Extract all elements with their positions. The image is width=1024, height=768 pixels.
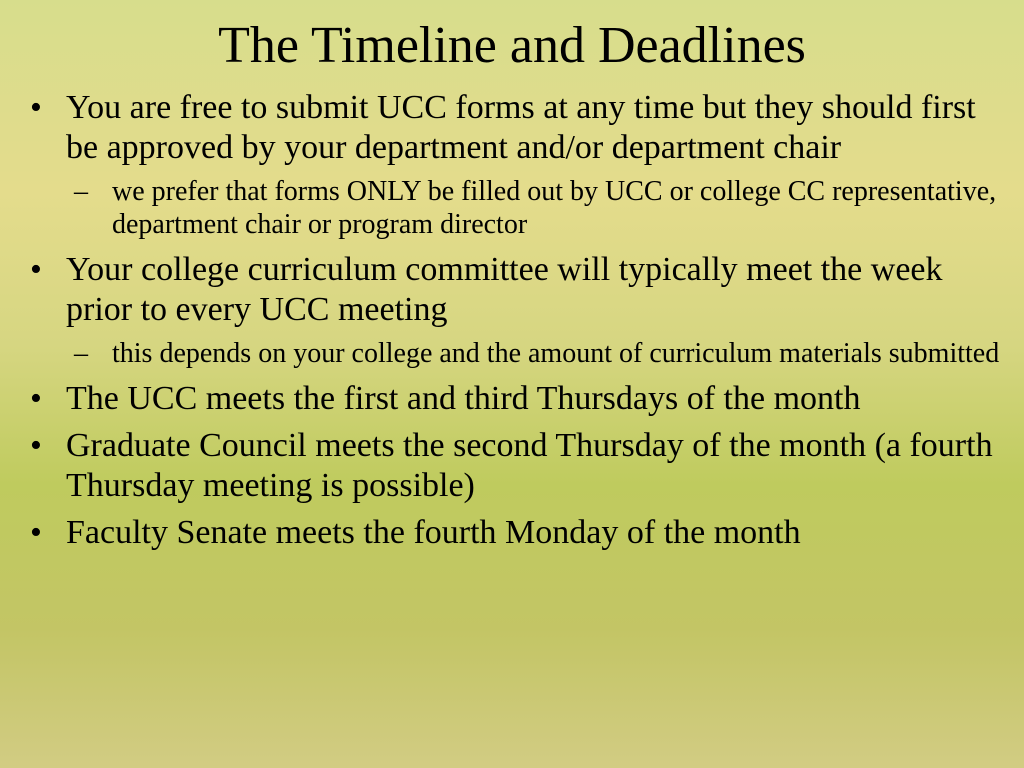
bullet-item [28,426,1008,506]
sub-bullet-item [28,337,1008,370]
bullet-marker: • [30,514,42,551]
bullet-marker: • [30,89,42,126]
bullet-item [28,88,1008,168]
slide-title: The Timeline and Deadlines [218,17,806,74]
bullet-marker: • [30,251,42,288]
bullet-item [28,250,1008,330]
sub-bullet-text: this depends on your college and the amount of curriculum materials submitted [112,338,1000,369]
bullet-text: Your college curriculum committee will typically meet the week prior to every UCC meeting [66,251,943,328]
bullet-item [28,513,1008,553]
sub-bullet-text: we prefer that forms ONLY be filled out by UCC or college CC representative, department chair or program director [112,176,997,240]
sub-bullet-marker: – [74,176,88,207]
bullet-marker: • [30,427,42,464]
sub-bullet-item [28,175,1008,241]
bullet-text: You are free to submit UCC forms at any time but they should first be approved by your department and/or department chair [66,89,976,166]
bullet-list [28,88,1008,560]
bullet-marker: • [30,380,42,417]
bullet-text: Graduate Council meets the second Thursday of the month (a fourth Thursday meeting is possible) [66,427,993,504]
sub-bullet-marker: – [74,338,88,369]
bullet-text: The UCC meets the first and third Thursdays of the month [66,380,861,417]
bullet-item [28,379,1008,419]
bullet-text: Faculty Senate meets the fourth Monday of the month [66,514,801,551]
